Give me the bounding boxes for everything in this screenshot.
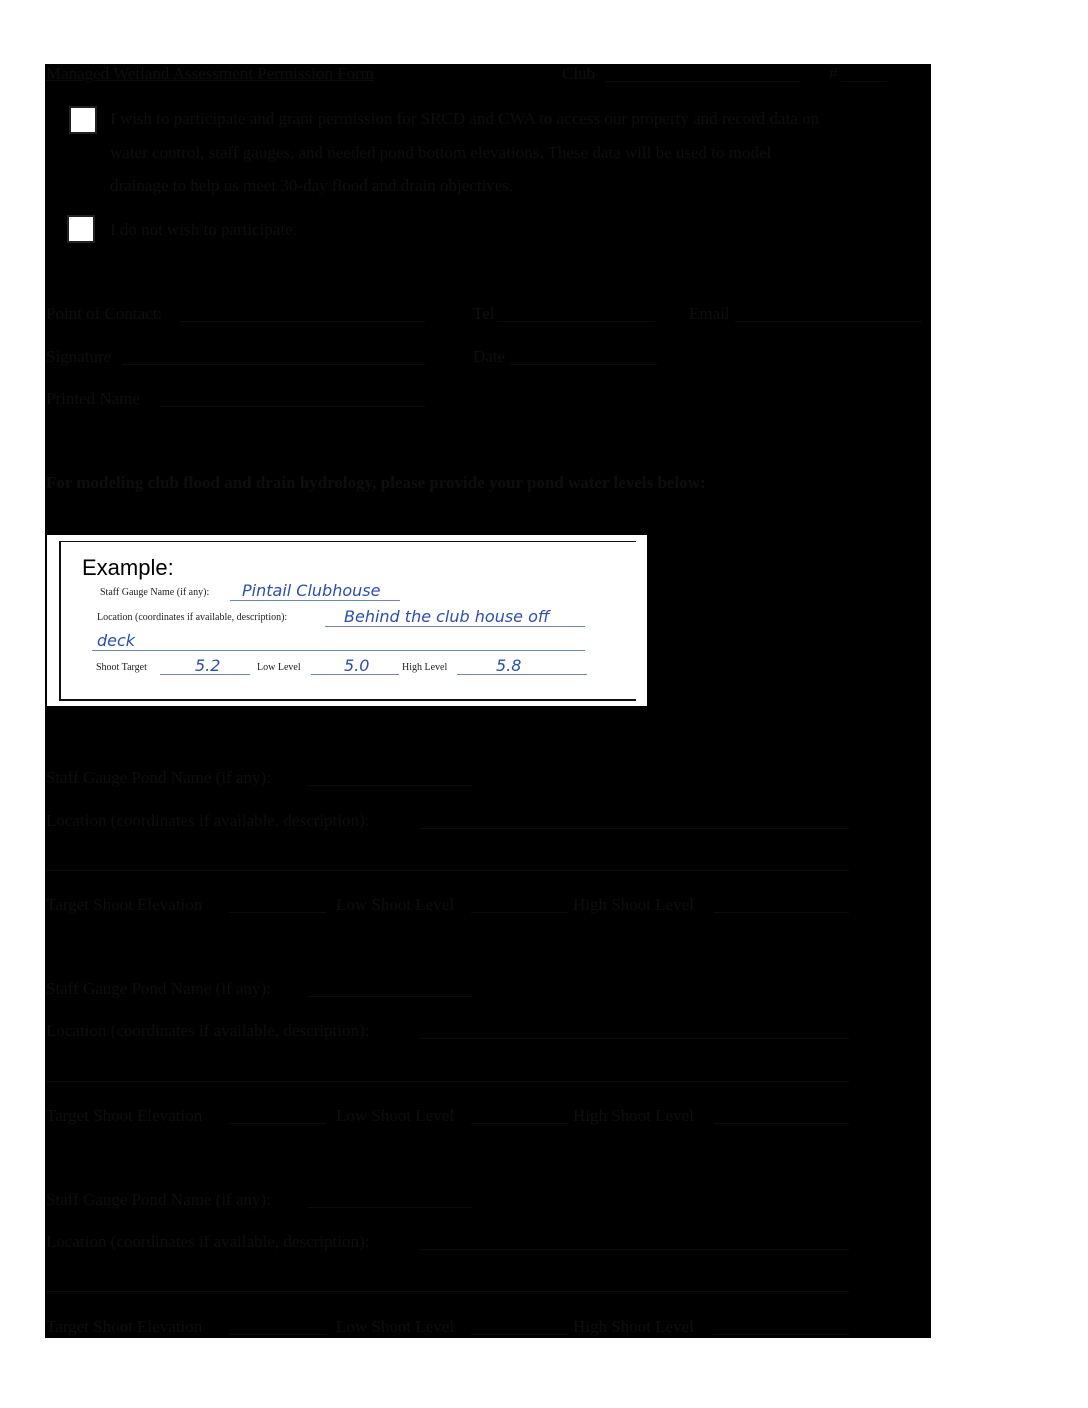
pond3-location-field-line2[interactable] [46, 1291, 849, 1292]
tel-label: Tel [473, 304, 495, 323]
example-location-line2 [92, 650, 585, 651]
example-low-level-line [311, 674, 399, 675]
pond1-name-field[interactable] [307, 785, 472, 786]
email-field[interactable] [735, 321, 922, 322]
pond3-high-field[interactable] [714, 1334, 849, 1335]
pond3-low-label: Low Shoot Level [336, 1317, 455, 1336]
example-shoot-target-line [160, 674, 250, 675]
example-high-level-label: High Level [402, 662, 448, 673]
example-location-line [325, 626, 585, 627]
example-location-value-line1: Behind the club house off [344, 607, 550, 626]
pond3-name-field[interactable] [307, 1207, 472, 1208]
pond1-target-label: Target Shoot Elevation [46, 895, 203, 914]
example-high-level-value: 5.8 [496, 656, 522, 675]
example-gauge-name-line [230, 600, 400, 601]
example-low-level-label: Low Level [257, 662, 301, 673]
pond2-high-field[interactable] [714, 1123, 849, 1124]
pond1-target-field[interactable] [229, 912, 326, 913]
pond1-location-field-line2[interactable] [46, 870, 849, 871]
signature-field[interactable] [122, 364, 425, 365]
pond2-low-field[interactable] [471, 1123, 568, 1124]
pond2-name-field[interactable] [307, 996, 472, 997]
pond1-low-label: Low Shoot Level [336, 895, 455, 914]
pond1-high-label: High Shoot Level [573, 895, 694, 914]
printed-name-field[interactable] [160, 406, 425, 407]
pond3-name-label: Staff Gauge Pond Name (if any): [46, 1190, 271, 1209]
example-panel [47, 535, 647, 706]
decline-checkbox[interactable] [67, 215, 95, 243]
pond2-location-field[interactable] [419, 1038, 849, 1039]
email-label: Email [689, 304, 730, 323]
participate-text-line2: water control, staff gauges, and needed pond bottom elevations. These data will be used to model [110, 143, 772, 162]
example-high-level-line [457, 674, 587, 675]
pond2-name-label: Staff Gauge Pond Name (if any): [46, 979, 271, 998]
pond3-low-field[interactable] [471, 1334, 568, 1335]
number-field[interactable] [842, 81, 887, 82]
example-gauge-name-label: Staff Gauge Name (if any): [100, 587, 210, 598]
example-location-value-line2: deck [97, 631, 136, 650]
participate-text-line3: drainage to help us meet 30-day flood and drain objectives. [110, 176, 514, 195]
decline-text: I do not wish to participate. [110, 220, 297, 239]
pond3-target-label: Target Shoot Elevation [46, 1317, 203, 1336]
printed-name-label: Printed Name [46, 389, 140, 408]
pond2-low-label: Low Shoot Level [336, 1106, 455, 1125]
date-field[interactable] [510, 364, 657, 365]
example-shoot-target-value: 5.2 [195, 656, 221, 675]
pond1-location-field[interactable] [419, 828, 849, 829]
point-of-contact-field[interactable] [180, 321, 425, 322]
example-label: Example: [82, 555, 174, 580]
tel-field[interactable] [497, 321, 655, 322]
participate-text-line1: I wish to participate and grant permission for SRCD and CWA to access our property and record data on [110, 109, 820, 128]
club-field[interactable] [605, 81, 800, 82]
pond1-name-label: Staff Gauge Pond Name (if any): [46, 768, 271, 787]
pond1-location-label: Location (coordinates if available, description): [46, 811, 370, 830]
number-label: # [829, 64, 838, 83]
pond3-high-label: High Shoot Level [573, 1317, 694, 1336]
participate-checkbox[interactable] [69, 106, 97, 134]
pond2-target-label: Target Shoot Elevation [46, 1106, 203, 1125]
pond3-target-field[interactable] [229, 1334, 326, 1335]
pond1-low-field[interactable] [471, 912, 568, 913]
pond1-high-field[interactable] [714, 912, 849, 913]
form-title: Managed Wetland Assessment Permission Form [46, 64, 374, 83]
instructions-heading: For modeling club flood and drain hydrology, please provide your pond water levels below: [46, 473, 706, 492]
pond3-location-label: Location (coordinates if available, description): [46, 1232, 370, 1251]
example-gauge-name-value: Pintail Clubhouse [242, 581, 381, 600]
club-label: Club [562, 64, 596, 83]
date-label: Date [473, 347, 506, 366]
pond2-location-field-line2[interactable] [46, 1081, 849, 1082]
example-location-label: Location (coordinates if available, description): [97, 612, 288, 623]
pond2-high-label: High Shoot Level [573, 1106, 694, 1125]
example-shoot-target-label: Shoot Target [96, 662, 147, 673]
pond2-location-label: Location (coordinates if available, description): [46, 1021, 370, 1040]
example-low-level-value: 5.0 [344, 656, 370, 675]
pond2-target-field[interactable] [229, 1123, 326, 1124]
pond3-location-field[interactable] [419, 1249, 849, 1250]
point-of-contact-label: Point of Contact: [46, 304, 163, 323]
signature-label: Signature [46, 347, 112, 366]
